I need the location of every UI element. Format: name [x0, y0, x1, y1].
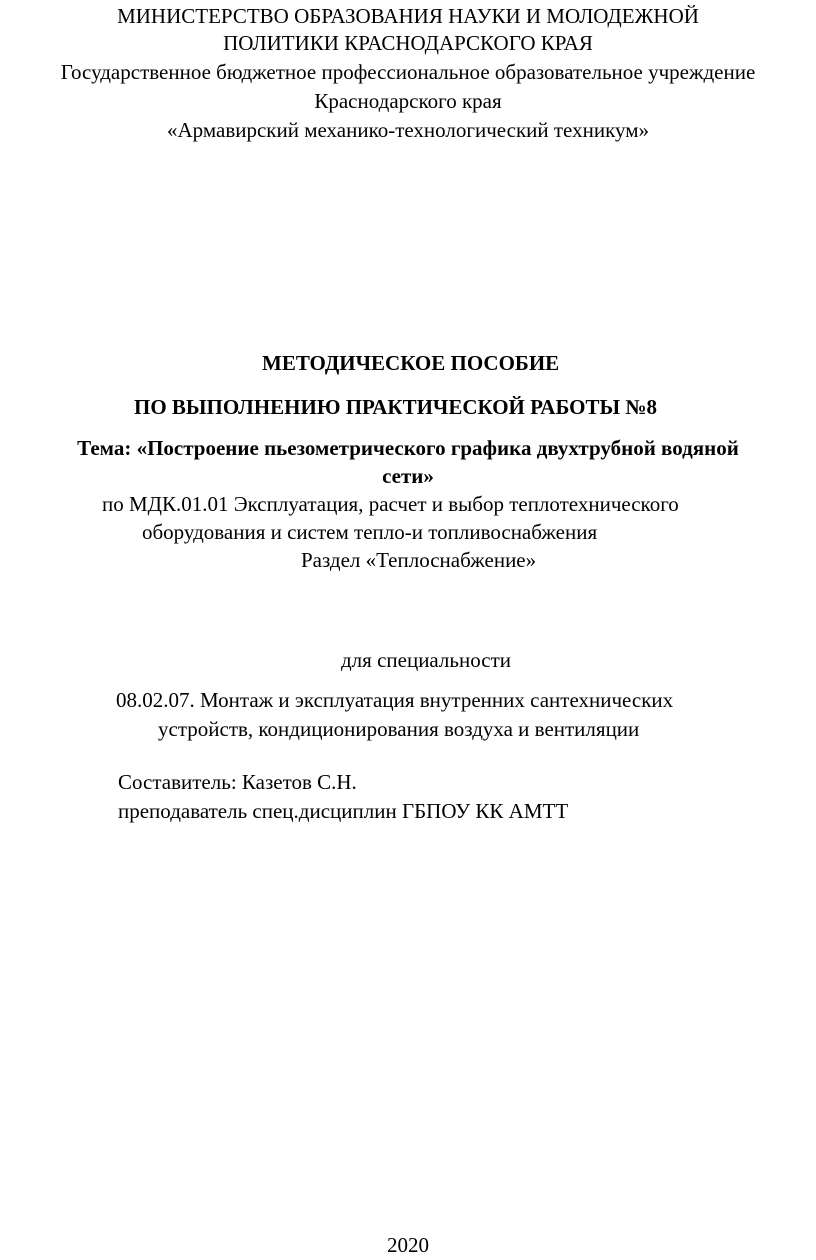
course-line-2: оборудования и систем тепло-и топливоснабжения: [142, 520, 598, 544]
ministry-line-2: ПОЛИТИКИ КРАСНОДАРСКОГО КРАЯ: [223, 31, 593, 55]
topic-line-1: Тема: «Построение пьезометрического графика двухтрубной водяной: [77, 436, 739, 460]
institution-line-3: «Армавирский механико-технологический техникум»: [167, 118, 649, 142]
specialty-line-2: устройств, кондиционирования воздуха и вентиляции: [158, 717, 640, 741]
specialty-line-1: 08.02.07. Монтаж и эксплуатация внутренних сантехнических: [116, 688, 674, 712]
specialty-label: для специальности: [341, 648, 511, 672]
topic-line-2: сети»: [382, 464, 434, 488]
year: 2020: [387, 1233, 429, 1257]
document-title-line-1: МЕТОДИЧЕСКОЕ ПОСОБИЕ: [262, 351, 560, 375]
document-title-line-2: ПО ВЫПОЛНЕНИЮ ПРАКТИЧЕСКОЙ РАБОТЫ №8: [134, 395, 658, 419]
author-line: Составитель: Казетов С.Н.: [118, 770, 357, 794]
institution-line-1: Государственное бюджетное профессиональное образовательное учреждение: [60, 60, 756, 84]
institution-line-2: Краснодарского края: [314, 89, 502, 113]
ministry-line-1: МИНИСТЕРСТВО ОБРАЗОВАНИЯ НАУКИ И МОЛОДЕЖНОЙ: [117, 4, 699, 28]
course-section: Раздел «Теплоснабжение»: [301, 548, 537, 572]
course-line-1: по МДК.01.01 Эксплуатация, расчет и выбор теплотехнического: [102, 492, 679, 516]
author-position: преподаватель спец.дисциплин ГБПОУ КК АМТТ: [118, 799, 569, 823]
